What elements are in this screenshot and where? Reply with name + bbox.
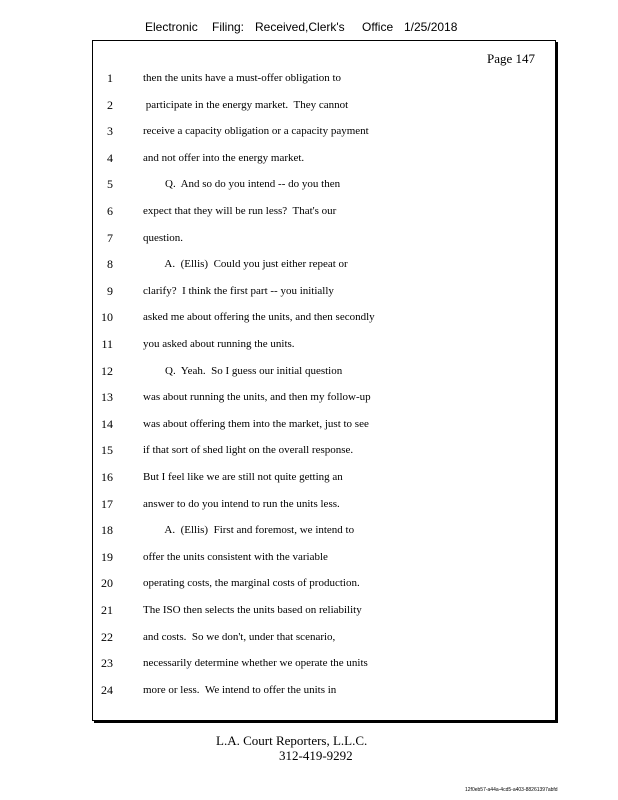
line-number: 18 — [101, 523, 113, 538]
line-number: 12 — [101, 363, 113, 378]
filing-header-electronic: Electronic — [145, 20, 198, 34]
line-text: A. (Ellis) First and foremost, we intend to — [143, 524, 355, 537]
line-number: 10 — [101, 310, 113, 325]
transcript-line — [93, 574, 555, 592]
line-text: question. — [143, 231, 184, 244]
transcript-page — [92, 40, 556, 721]
transcript-line — [93, 335, 555, 353]
transcript-line — [93, 415, 555, 433]
transcript-lines — [93, 41, 555, 720]
filing-header-date: 1/25/2018 — [404, 20, 458, 34]
transcript-line — [93, 149, 555, 167]
filing-header-filing: Filing: — [212, 20, 245, 34]
line-number: 3 — [107, 124, 113, 139]
line-text: was about offering them into the market, just to see — [143, 417, 369, 430]
line-text: A. (Ellis) Could you just either repeat or — [143, 258, 348, 271]
filing-header-received: Received,Clerk's — [255, 20, 345, 34]
line-text: offer the units consistent with the variable — [143, 550, 328, 563]
transcript-line — [93, 255, 555, 273]
line-text: clarify? I think the first part -- you initially — [143, 284, 334, 297]
transcript-line — [93, 122, 555, 140]
line-number: 1 — [107, 71, 113, 85]
line-text: But I feel like we are still not quite getting an — [143, 471, 343, 483]
line-text: expect that they will be run less? That's our — [143, 205, 337, 217]
line-number: 2 — [107, 97, 113, 112]
line-text: if that sort of shed light on the overall response. — [143, 444, 354, 457]
line-number: 17 — [101, 496, 113, 511]
transcript-line — [93, 69, 555, 87]
line-number: 23 — [101, 656, 113, 671]
line-number: 14 — [101, 416, 113, 431]
line-number: 5 — [107, 177, 113, 192]
line-number: 20 — [101, 576, 113, 591]
line-number: 11 — [101, 337, 113, 351]
court-reporter-phone: 312-419-9292 — [279, 748, 353, 763]
line-number: 22 — [101, 629, 113, 644]
line-text: answer to do you intend to run the units less. — [143, 497, 340, 510]
transcript-line — [93, 308, 555, 326]
line-text: more or less. We intend to offer the units in — [143, 683, 337, 696]
page-number: Page 147 — [486, 51, 535, 66]
line-number: 15 — [101, 443, 113, 458]
line-text: then the units have a must-offer obligation to — [143, 72, 342, 84]
filing-header-office: Office — [362, 20, 394, 34]
line-text: asked me about offering the units, and then secondly — [143, 311, 375, 324]
line-number: 7 — [107, 230, 113, 245]
transcript-line — [93, 495, 555, 513]
line-text: participate in the energy market. They cannot — [143, 98, 349, 111]
line-text: Q. And so do you intend -- do you then — [143, 178, 341, 191]
line-number: 24 — [101, 682, 113, 697]
line-number: 19 — [101, 549, 113, 564]
line-number: 13 — [101, 390, 113, 405]
transcript-line — [93, 388, 555, 406]
transcript-line — [93, 601, 555, 619]
line-text: operating costs, the marginal costs of production. — [143, 577, 360, 590]
transcript-line — [93, 229, 555, 247]
line-text: receive a capacity obligation or a capacity payment — [143, 125, 369, 138]
line-number: 4 — [107, 150, 113, 165]
transcript-line — [93, 441, 555, 459]
transcript-line — [93, 468, 555, 486]
transcript-line — [93, 548, 555, 566]
transcript-line — [93, 96, 555, 114]
transcript-line — [93, 362, 555, 380]
line-text: and costs. So we don't, under that scenario, — [143, 630, 336, 643]
line-text: you asked about running the units. — [143, 338, 295, 350]
transcript-line — [93, 521, 555, 539]
document-id: 12f0eb57-a44a-4cd5-a403-88261397abfd — [465, 787, 558, 793]
line-text: The ISO then selects the units based on reliability — [143, 604, 362, 616]
transcript-line — [93, 681, 555, 699]
transcript-line — [93, 202, 555, 220]
line-number: 21 — [101, 603, 113, 617]
line-number: 16 — [101, 470, 113, 484]
line-number: 8 — [107, 257, 113, 272]
transcript-line — [93, 282, 555, 300]
line-number: 9 — [107, 283, 113, 298]
filing-header — [0, 20, 618, 36]
transcript-line — [93, 654, 555, 672]
line-text: necessarily determine whether we operate the units — [143, 657, 368, 670]
line-text: Q. Yeah. So I guess our initial question — [143, 364, 343, 377]
transcript-line — [93, 175, 555, 193]
line-text: was about running the units, and then my follow-up — [143, 391, 371, 404]
line-number: 6 — [107, 204, 113, 218]
line-text: and not offer into the energy market. — [143, 151, 305, 164]
transcript-line — [93, 628, 555, 646]
court-reporter-name: L.A. Court Reporters, L.L.C. — [216, 733, 368, 748]
